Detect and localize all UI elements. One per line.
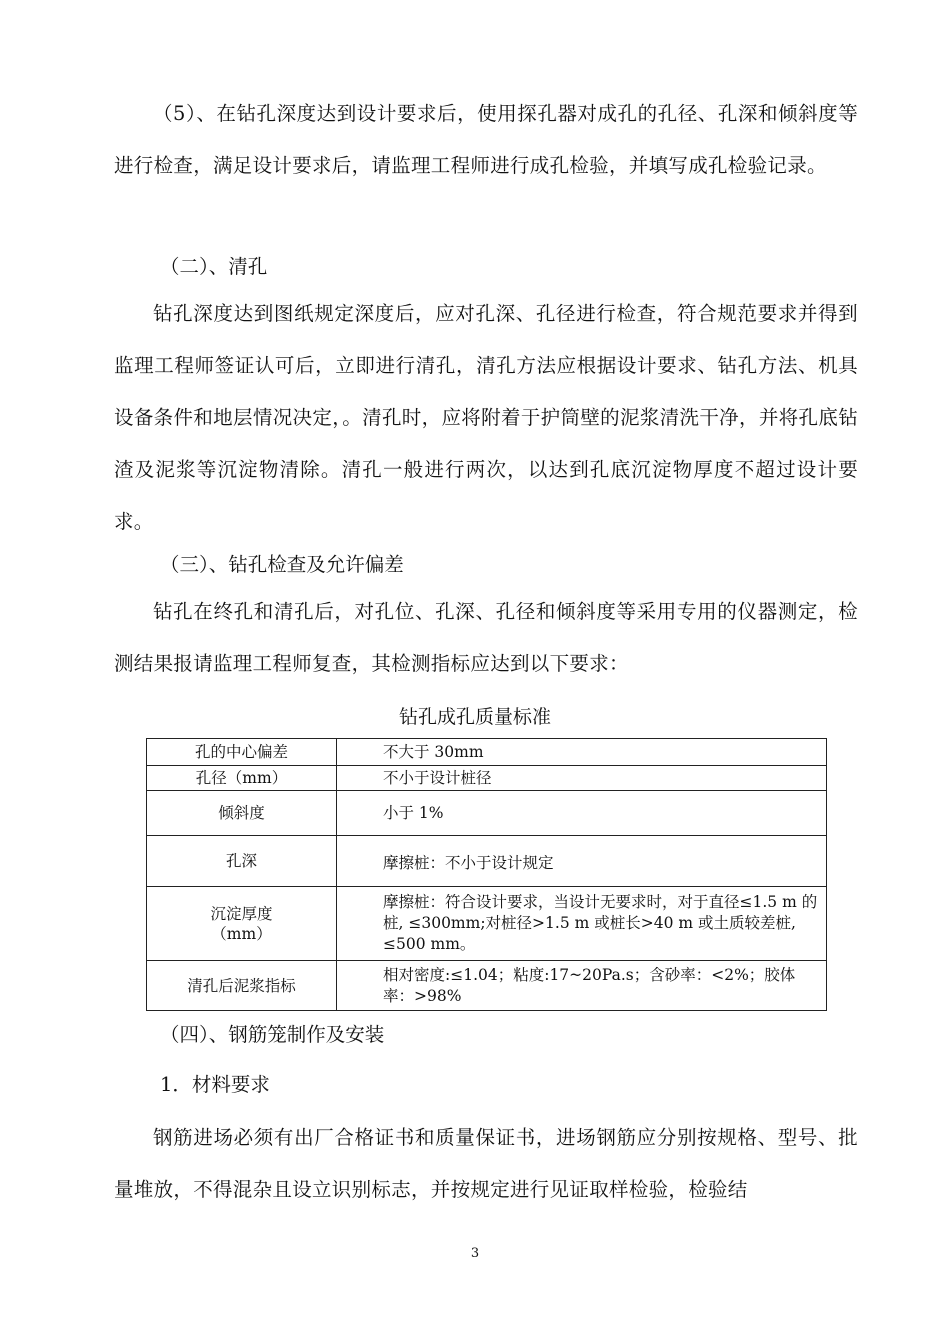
table-row [147, 791, 827, 836]
table-row [147, 836, 827, 887]
table-caption: 钻孔成孔质量标准 [398, 706, 551, 728]
table-cell-item: 倾斜度 [147, 791, 337, 836]
table-cell-item: 清孔后泥浆指标 [147, 961, 337, 1011]
table-cell-item-line: （mm） [211, 924, 272, 943]
table-row [147, 766, 827, 791]
table-cell-value: 相对密度:≤1.04；粘度:17~20Pa.s；含砂率：<2%；胶体率：>98% [337, 961, 827, 1011]
table-cell-value: 摩擦桩：不小于设计规定 [337, 836, 827, 887]
table-cell-item: 孔径（mm） [147, 766, 337, 791]
table-cell-value: 摩擦桩：符合设计要求，当设计无要求时，对于直径≤1.5 m 的桩, ≤300mm;对桩径>1.5 m 或桩长>40 m 或土质较差桩, ≤500 mm。 [337, 887, 827, 961]
subheading-material: 1．材料要求 [160, 1073, 270, 1096]
paragraph-hole-inspection: （5）、在钻孔深度达到设计要求后，使用探孔器对成孔的孔径、孔深和倾斜度等进行检查，满足设计要求后，请监理工程师进行成孔检验，并填写成孔检验记录。 [114, 102, 858, 177]
table-cell-item: 孔的中心偏差 [147, 739, 337, 766]
table-row [147, 887, 827, 961]
table-cell-value: 不小于设计桩径 [337, 766, 827, 791]
table-cell-value: 不大于 30mm [337, 739, 827, 766]
paragraph-material: 钢筋进场必须有出厂合格证书和质量保证书，进场钢筋应分别按规格、型号、批量堆放，不得混杂且设立识别标志，并按规定进行见证取样检验，检验结 [114, 1126, 858, 1201]
table-row [147, 739, 827, 766]
quality-standard-table [146, 738, 827, 1011]
section-heading-rebar-cage: （四）、钢筋笼制作及安装 [160, 1023, 385, 1046]
table-cell-value: 小于 1% [337, 791, 827, 836]
paragraph-cleaning: 钻孔深度达到图纸规定深度后，应对孔深、孔径进行检查，符合规范要求并得到监理工程师签证认可后，立即进行清孔，清孔方法应根据设计要求、钻孔方法、机具设备条件和地层情况决定，。清孔时，应将附着于护筒壁的泥浆清洗干净，并将孔底钻渣及泥浆等沉淀物清除。清孔一般进行两次，以达到孔底沉淀物厚度不超过设计要求。 [114, 302, 858, 533]
paragraph-inspection: 钻孔在终孔和清孔后，对孔位、孔深、孔径和倾斜度等采用专用的仪器测定，检测结果报请监理工程师复查，其检测指标应达到以下要求： [114, 600, 858, 675]
section-heading-cleaning: （二）、清孔 [160, 255, 268, 278]
table-row [147, 961, 827, 1011]
page-number: 3 [470, 1246, 480, 1261]
table-cell-item [147, 887, 337, 961]
table-cell-item: 孔深 [147, 836, 337, 887]
table-cell-item-line: 沉淀厚度 [210, 904, 273, 923]
section-heading-inspection: （三）、钻孔检查及允许偏差 [160, 553, 404, 576]
